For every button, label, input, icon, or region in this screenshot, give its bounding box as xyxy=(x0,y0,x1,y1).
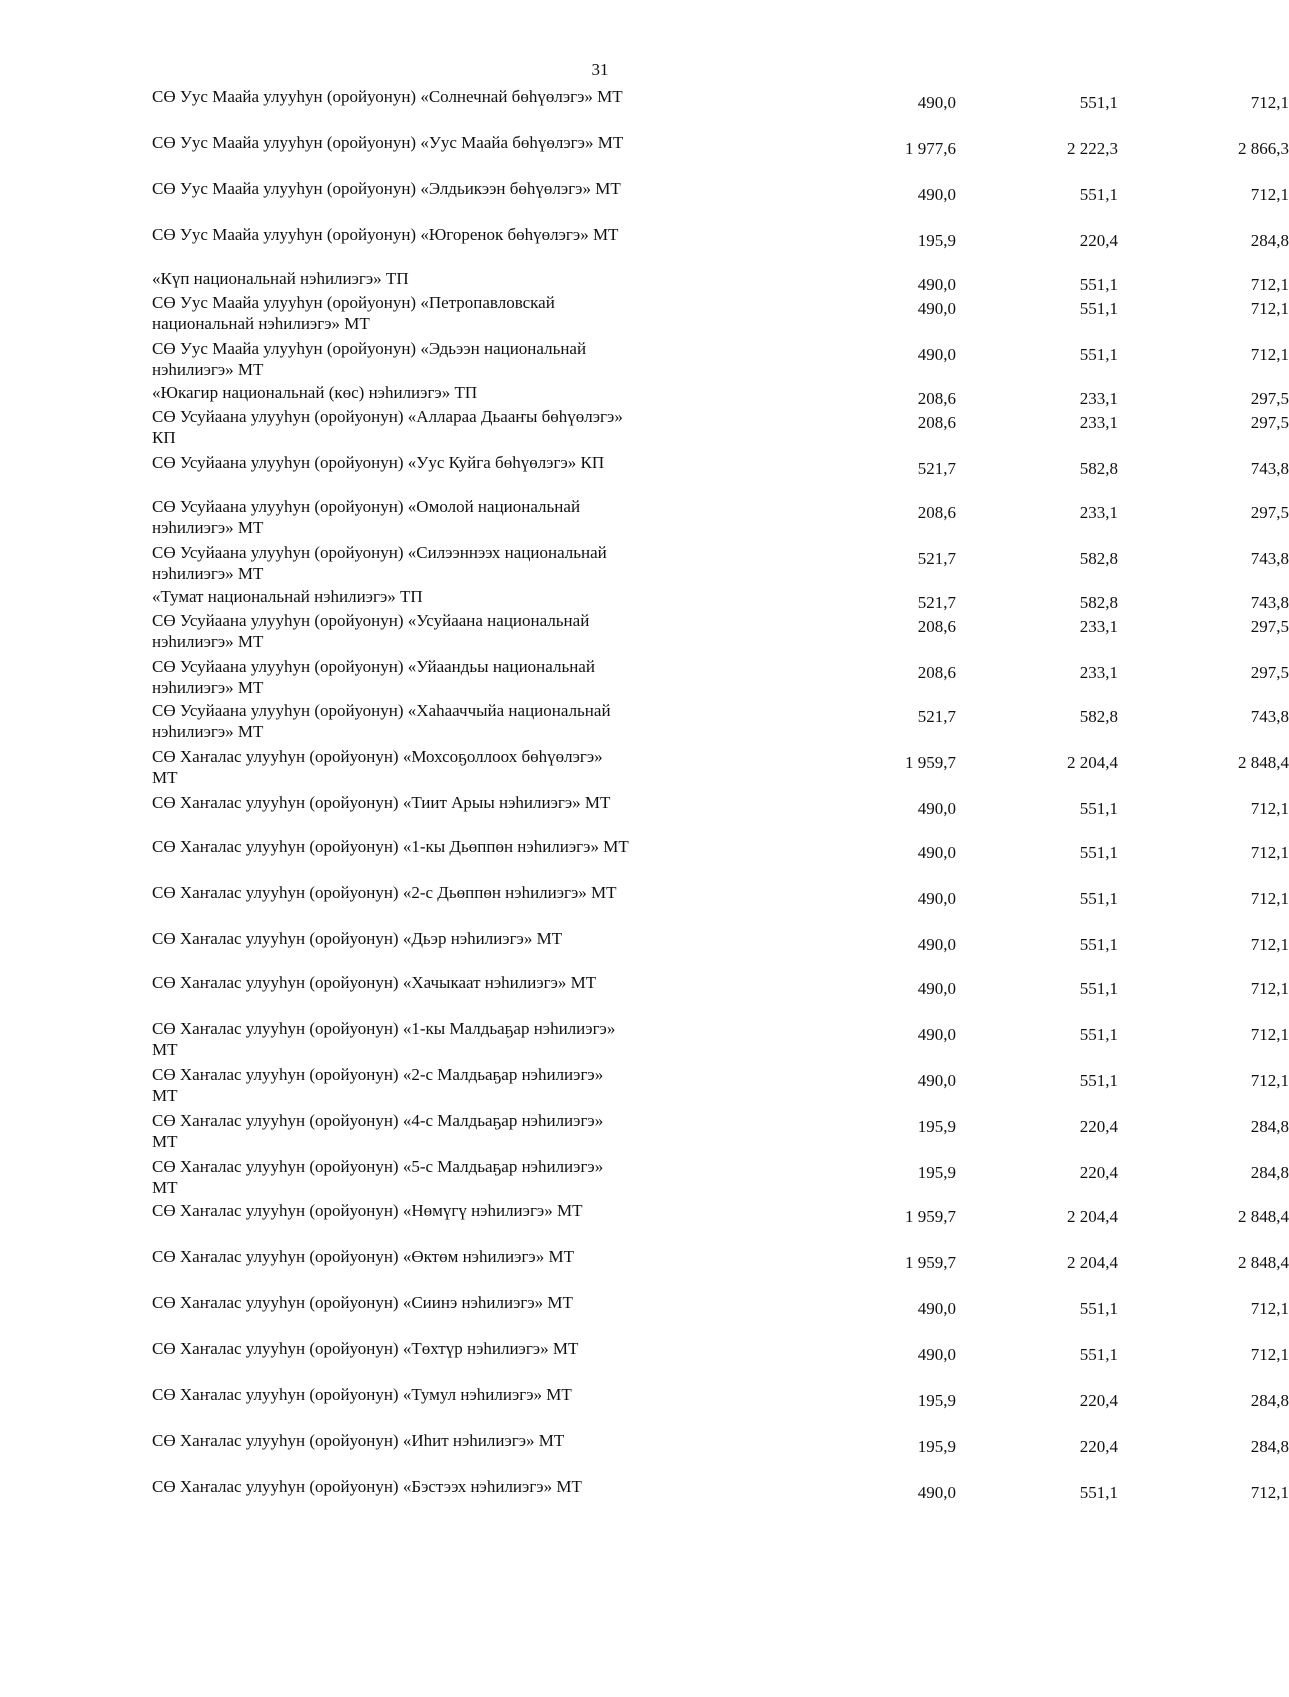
amount-year-3: 712,1 xyxy=(1250,1299,1289,1318)
amount-year-3: 284,8 xyxy=(1250,1163,1289,1182)
organization-name: СӨ Хаҥалас улууһун (оройуонун) «Төхтүр нэһилиэгэ» МТ xyxy=(152,1339,579,1358)
amount-year-1: 490,0 xyxy=(917,185,956,204)
amount-year-1: 1 959,7 xyxy=(905,1207,956,1226)
amount-year-3: 2 866,3 xyxy=(1238,139,1289,158)
amount-year-3: 743,8 xyxy=(1250,707,1289,726)
amount-year-1: 195,9 xyxy=(917,1163,956,1182)
amount-year-3: 712,1 xyxy=(1250,799,1289,818)
organization-name: СӨ Хаҥалас улууһун (оройуонун) «Иһит нэһилиэгэ» МТ xyxy=(152,1431,565,1450)
amount-year-2: 551,1 xyxy=(1079,935,1118,954)
amount-year-2: 551,1 xyxy=(1079,93,1118,112)
amount-year-3: 712,1 xyxy=(1250,979,1289,998)
amount-year-1: 521,7 xyxy=(917,459,956,478)
organization-name: СӨ Уус Маайа улууһун (оройуонун) «Югоренок бөһүөлэгэ» МТ xyxy=(152,225,619,244)
amount-year-1: 1 959,7 xyxy=(905,1253,956,1272)
table-row xyxy=(152,700,1289,746)
table-row xyxy=(152,1338,1289,1384)
amount-year-3: 297,5 xyxy=(1250,663,1289,682)
organization-name: «Күп национальнай нэһилиэгэ» ТП xyxy=(152,269,409,288)
organization-name: СӨ Уус Маайа улууһун (оройуонун) «Уус Маайа бөһүөлэгэ» МТ xyxy=(152,133,624,152)
organization-name: СӨ Хаҥалас улууһун (оройуонун) «Тиит Арыы нэһилиэгэ» МТ xyxy=(152,793,611,812)
table-row xyxy=(152,268,1289,294)
table-row xyxy=(152,656,1289,700)
amount-year-3: 284,8 xyxy=(1250,1437,1289,1456)
amount-year-1: 490,0 xyxy=(917,275,956,294)
organization-name: СӨ Уус Маайа улууһун (оройуонун) «Элдьикээн бөһүөлэгэ» МТ xyxy=(152,179,621,198)
amount-year-2: 551,1 xyxy=(1079,185,1118,204)
amount-year-1: 490,0 xyxy=(917,345,956,364)
amount-year-1: 490,0 xyxy=(917,843,956,862)
amount-year-2: 551,1 xyxy=(1079,1025,1118,1044)
amount-year-3: 2 848,4 xyxy=(1238,1207,1289,1226)
organization-name: СӨ Хаҥалас улууһун (оройуонун) «Мохсоҕоллоох бөһүөлэгэ» МТ xyxy=(152,747,603,787)
amount-year-2: 233,1 xyxy=(1079,389,1118,408)
organization-name: СӨ Усуйаана улууһун (оройуонун) «Усуйаана национальнай нэһилиэгэ» МТ xyxy=(152,611,590,651)
amount-year-3: 743,8 xyxy=(1250,459,1289,478)
organization-name: СӨ Хаҥалас улууһун (оройуонун) «Бэстээх нэһилиэгэ» МТ xyxy=(152,1477,582,1496)
organization-name: СӨ Хаҥалас улууһун (оройуонун) «Нөмүгү нэһилиэгэ» МТ xyxy=(152,1201,583,1220)
amount-year-2: 2 204,4 xyxy=(1067,1253,1118,1272)
organization-name: СӨ Усуйаана улууһун (оройуонун) «Уйаандьы национальнай нэһилиэгэ» МТ xyxy=(152,657,595,697)
amount-year-2: 220,4 xyxy=(1079,1391,1118,1410)
amount-year-2: 551,1 xyxy=(1079,979,1118,998)
amount-year-1: 490,0 xyxy=(917,799,956,818)
amount-year-2: 551,1 xyxy=(1079,843,1118,862)
table-row xyxy=(152,1156,1289,1200)
amount-year-1: 490,0 xyxy=(917,1299,956,1318)
organization-name: СӨ Хаҥалас улууһун (оройуонун) «1-кы Малдьаҕар нэһилиэгэ» МТ xyxy=(152,1019,616,1059)
amount-year-3: 712,1 xyxy=(1250,935,1289,954)
table-row xyxy=(152,132,1289,178)
amount-year-1: 195,9 xyxy=(917,1437,956,1456)
organization-name: СӨ Усуйаана улууһун (оройуонун) «Силээннээх национальнай нэһилиэгэ» МТ xyxy=(152,543,607,583)
amount-year-3: 712,1 xyxy=(1250,185,1289,204)
amount-year-2: 551,1 xyxy=(1079,799,1118,818)
organization-name: СӨ Хаҥалас улууһун (оройуонун) «2-с Дьөппөн нэһилиэгэ» МТ xyxy=(152,883,617,902)
amount-year-3: 297,5 xyxy=(1250,503,1289,522)
table-row xyxy=(152,610,1289,656)
organization-name: СӨ Уус Маайа улууһун (оройуонун) «Эдьээн национальнай нэһилиэгэ» МТ xyxy=(152,339,587,379)
organization-name: СӨ Хаҥалас улууһун (оройуонун) «Өктөм нэһилиэгэ» МТ xyxy=(152,1247,574,1266)
amount-year-1: 490,0 xyxy=(917,1483,956,1502)
amount-year-2: 2 222,3 xyxy=(1067,139,1118,158)
organization-name: СӨ Хаҥалас улууһун (оройуонун) «4-с Малдьаҕар нэһилиэгэ» МТ xyxy=(152,1111,604,1151)
amount-year-2: 233,1 xyxy=(1079,617,1118,636)
organization-name: СӨ Усуйаана улууһун (оройуонун) «Хаһааччыйа национальнай нэһилиэгэ» МТ xyxy=(152,701,611,741)
amount-year-1: 521,7 xyxy=(917,549,956,568)
table-row xyxy=(152,1110,1289,1156)
amount-year-1: 490,0 xyxy=(917,1345,956,1364)
amount-year-3: 712,1 xyxy=(1250,1025,1289,1044)
amount-year-1: 195,9 xyxy=(917,1117,956,1136)
amount-year-3: 712,1 xyxy=(1250,889,1289,908)
amount-year-1: 195,9 xyxy=(917,1391,956,1410)
table-row xyxy=(152,292,1289,338)
organization-name: СӨ Уус Маайа улууһун (оройуонун) «Солнечнай бөһүөлэгэ» МТ xyxy=(152,87,623,106)
amount-year-2: 220,4 xyxy=(1079,1437,1118,1456)
amount-year-2: 582,8 xyxy=(1079,549,1118,568)
amount-year-3: 712,1 xyxy=(1250,299,1289,318)
amount-year-3: 712,1 xyxy=(1250,843,1289,862)
amount-year-2: 582,8 xyxy=(1079,593,1118,612)
amount-year-2: 582,8 xyxy=(1079,459,1118,478)
amount-year-2: 551,1 xyxy=(1079,299,1118,318)
table-row xyxy=(152,382,1289,408)
organization-name: СӨ Усуйаана улууһун (оройуонун) «Аллараа Дьааҥы бөһүөлэгэ» КП xyxy=(152,407,623,447)
amount-year-1: 208,6 xyxy=(917,413,956,432)
table-row xyxy=(152,586,1289,612)
amount-year-2: 233,1 xyxy=(1079,413,1118,432)
amount-year-1: 490,0 xyxy=(917,1071,956,1090)
amount-year-3: 297,5 xyxy=(1250,413,1289,432)
table-row xyxy=(152,178,1289,224)
amount-year-3: 712,1 xyxy=(1250,345,1289,364)
amount-year-2: 551,1 xyxy=(1079,1299,1118,1318)
budget-table xyxy=(152,86,1289,1506)
amount-year-3: 712,1 xyxy=(1250,275,1289,294)
amount-year-2: 551,1 xyxy=(1079,275,1118,294)
organization-name: СӨ Хаҥалас улууһун (оройуонун) «Дьэр нэһилиэгэ» МТ xyxy=(152,929,563,948)
amount-year-1: 490,0 xyxy=(917,889,956,908)
table-row xyxy=(152,1064,1289,1110)
organization-name: СӨ Уус Маайа улууһун (оройуонун) «Петропавловскай национальнай нэһилиэгэ» МТ xyxy=(152,293,555,333)
amount-year-2: 2 204,4 xyxy=(1067,1207,1118,1226)
table-row xyxy=(152,1476,1289,1506)
organization-name: СӨ Хаҥалас улууһун (оройуонун) «Сиинэ нэһилиэгэ» МТ xyxy=(152,1293,573,1312)
amount-year-1: 521,7 xyxy=(917,593,956,612)
table-row xyxy=(152,542,1289,586)
amount-year-3: 284,8 xyxy=(1250,1117,1289,1136)
table-row xyxy=(152,338,1289,382)
amount-year-1: 490,0 xyxy=(917,979,956,998)
amount-year-2: 551,1 xyxy=(1079,1483,1118,1502)
amount-year-3: 2 848,4 xyxy=(1238,753,1289,772)
amount-year-1: 490,0 xyxy=(917,93,956,112)
amount-year-1: 521,7 xyxy=(917,707,956,726)
table-row xyxy=(152,746,1289,792)
amount-year-2: 551,1 xyxy=(1079,345,1118,364)
table-row xyxy=(152,1018,1289,1064)
organization-name: СӨ Хаҥалас улууһун (оройуонун) «Хачыкаат нэһилиэгэ» МТ xyxy=(152,973,597,992)
amount-year-2: 582,8 xyxy=(1079,707,1118,726)
amount-year-2: 551,1 xyxy=(1079,1345,1118,1364)
table-row xyxy=(152,972,1289,1018)
amount-year-1: 490,0 xyxy=(917,299,956,318)
amount-year-3: 712,1 xyxy=(1250,1071,1289,1090)
page-number: 31 xyxy=(591,60,609,79)
table-row xyxy=(152,452,1289,496)
organization-name: СӨ Усуйаана улууһун (оройуонун) «Уус Куйга бөһүөлэгэ» КП xyxy=(152,453,605,472)
amount-year-1: 208,6 xyxy=(917,617,956,636)
amount-year-3: 297,5 xyxy=(1250,617,1289,636)
amount-year-3: 284,8 xyxy=(1250,231,1289,250)
organization-name: СӨ Хаҥалас улууһун (оройуонун) «Тумул нэһилиэгэ» МТ xyxy=(152,1385,572,1404)
amount-year-1: 208,6 xyxy=(917,389,956,408)
amount-year-1: 208,6 xyxy=(917,503,956,522)
table-row xyxy=(152,882,1289,928)
table-row xyxy=(152,1292,1289,1338)
amount-year-1: 490,0 xyxy=(917,1025,956,1044)
table-row xyxy=(152,1384,1289,1430)
table-row xyxy=(152,928,1289,972)
organization-name: «Юкагир национальнай (көс) нэһилиэгэ» ТП xyxy=(152,383,478,402)
amount-year-3: 2 848,4 xyxy=(1238,1253,1289,1272)
amount-year-1: 1 977,6 xyxy=(905,139,956,158)
amount-year-3: 712,1 xyxy=(1250,1345,1289,1364)
amount-year-3: 297,5 xyxy=(1250,389,1289,408)
table-row xyxy=(152,406,1289,452)
amount-year-1: 195,9 xyxy=(917,231,956,250)
amount-year-1: 1 959,7 xyxy=(905,753,956,772)
organization-name: «Тумат национальнай нэһилиэгэ» ТП xyxy=(152,587,423,606)
amount-year-2: 233,1 xyxy=(1079,503,1118,522)
organization-name: СӨ Хаҥалас улууһун (оройуонун) «2-с Малдьаҕар нэһилиэгэ» МТ xyxy=(152,1065,604,1105)
amount-year-3: 743,8 xyxy=(1250,593,1289,612)
amount-year-2: 233,1 xyxy=(1079,663,1118,682)
organization-name: СӨ Усуйаана улууһун (оройуонун) «Омолой национальнай нэһилиэгэ» МТ xyxy=(152,497,581,537)
amount-year-2: 2 204,4 xyxy=(1067,753,1118,772)
amount-year-3: 743,8 xyxy=(1250,549,1289,568)
amount-year-3: 712,1 xyxy=(1250,93,1289,112)
amount-year-3: 712,1 xyxy=(1250,1483,1289,1502)
table-row xyxy=(152,86,1289,132)
table-row xyxy=(152,496,1289,542)
amount-year-1: 490,0 xyxy=(917,935,956,954)
organization-name: СӨ Хаҥалас улууһун (оройуонун) «5-с Малдьаҕар нэһилиэгэ» МТ xyxy=(152,1157,604,1197)
amount-year-2: 551,1 xyxy=(1079,1071,1118,1090)
amount-year-1: 208,6 xyxy=(917,663,956,682)
table-row xyxy=(152,1200,1289,1246)
table-row xyxy=(152,836,1289,882)
amount-year-2: 220,4 xyxy=(1079,231,1118,250)
table-row xyxy=(152,224,1289,268)
amount-year-3: 284,8 xyxy=(1250,1391,1289,1410)
table-row xyxy=(152,792,1289,836)
amount-year-2: 220,4 xyxy=(1079,1117,1118,1136)
table-row xyxy=(152,1246,1289,1292)
amount-year-2: 551,1 xyxy=(1079,889,1118,908)
table-row xyxy=(152,1430,1289,1476)
organization-name: СӨ Хаҥалас улууһун (оройуонун) «1-кы Дьөппөн нэһилиэгэ» МТ xyxy=(152,837,629,856)
amount-year-2: 220,4 xyxy=(1079,1163,1118,1182)
